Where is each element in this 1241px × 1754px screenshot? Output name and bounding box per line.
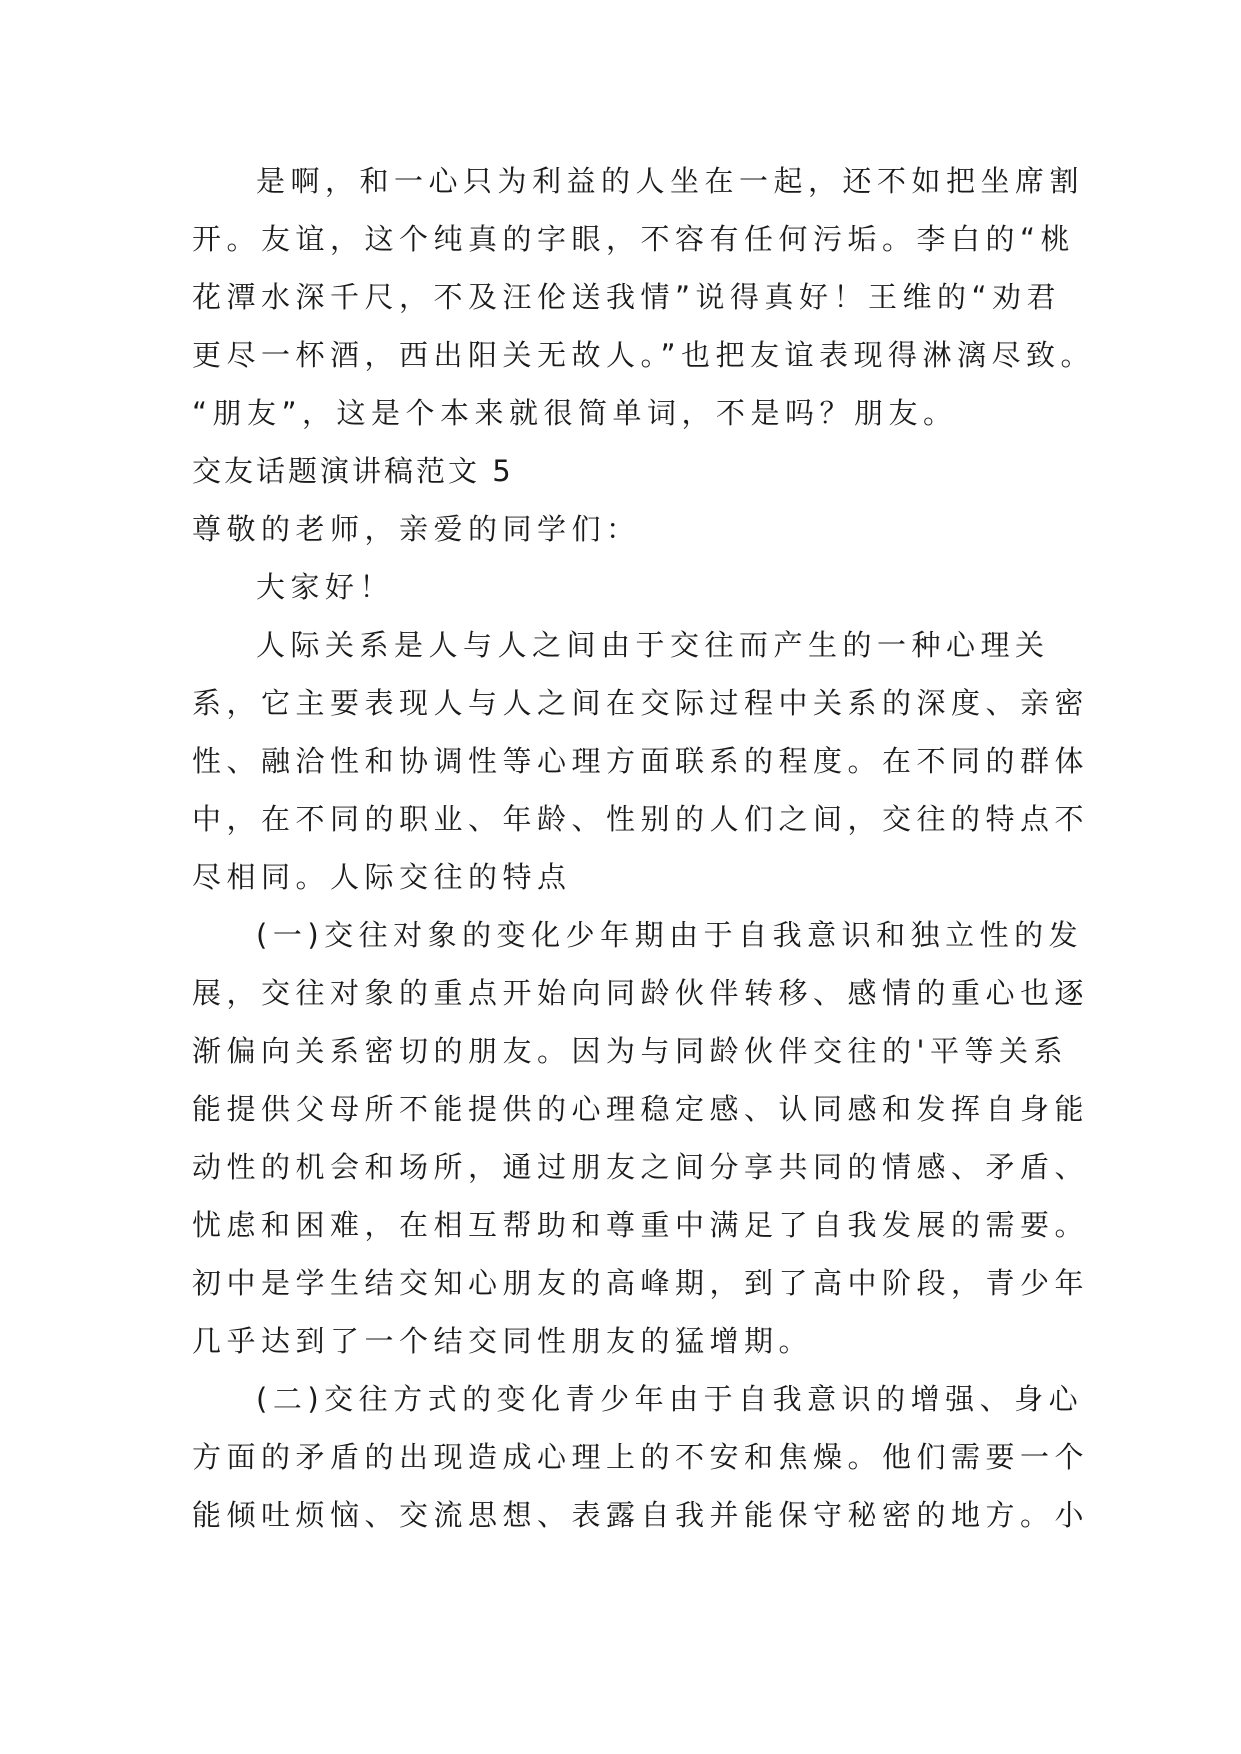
greeting: 大家好！	[256, 570, 395, 604]
paragraph-line: 更尽一杯酒，西出阳关无故人。”也把友谊表现得淋漓尽致。	[192, 338, 1096, 372]
paragraph-line: 开。友谊，这个纯真的字眼，不容有任何污垢。李白的“桃	[192, 222, 1076, 256]
paragraph-line: 几乎达到了一个结交同性朋友的猛增期。	[192, 1324, 814, 1358]
paragraph-line: 中，在不同的职业、年龄、性别的人们之间，交往的特点不	[192, 802, 1090, 836]
paragraph-line: 能倾吐烦恼、交流思想、表露自我并能保守秘密的地方。小	[192, 1498, 1090, 1532]
section-title: 交友话题演讲稿范文 5	[192, 454, 514, 488]
paragraph-line: 是啊，和一心只为利益的人坐在一起，还不如把坐席割	[256, 164, 1085, 198]
paragraph-line: “朋友”，这是个本来就很简单词，不是吗？朋友。	[192, 396, 958, 430]
paragraph-line: 动性的机会和场所，通过朋友之间分享共同的情感、矛盾、	[192, 1150, 1090, 1184]
paragraph-line: 渐偏向关系密切的朋友。因为与同龄伙伴交往的'平等关系	[192, 1034, 1068, 1068]
paragraph-line: (一)交往对象的变化少年期由于自我意识和独立性的发	[256, 918, 1084, 952]
paragraph-line: 展，交往对象的重点开始向同龄伙伴转移、感情的重心也逐	[192, 976, 1090, 1010]
paragraph-line: 花潭水深千尺，不及汪伦送我情”说得真好！王维的“劝君	[192, 280, 1062, 314]
paragraph-line: 忧虑和困难，在相互帮助和尊重中满足了自我发展的需要。	[192, 1208, 1090, 1242]
salutation: 尊敬的老师，亲爱的同学们：	[192, 512, 641, 546]
paragraph-line: 方面的矛盾的出现造成心理上的不安和焦燥。他们需要一个	[192, 1440, 1090, 1474]
paragraph-line: 能提供父母所不能提供的心理稳定感、认同感和发挥自身能	[192, 1092, 1090, 1126]
paragraph-line: 人际关系是人与人之间由于交往而产生的一种心理关	[256, 628, 1050, 662]
paragraph-line: 性、融洽性和协调性等心理方面联系的程度。在不同的群体	[192, 744, 1090, 778]
paragraph-line: 系，它主要表现人与人之间在交际过程中关系的深度、亲密	[192, 686, 1090, 720]
paragraph-line: (二)交往方式的变化青少年由于自我意识的增强、身心	[256, 1382, 1084, 1416]
paragraph-line: 初中是学生结交知心朋友的高峰期，到了高中阶段，青少年	[192, 1266, 1090, 1300]
paragraph-line: 尽相同。人际交往的特点	[192, 860, 572, 894]
